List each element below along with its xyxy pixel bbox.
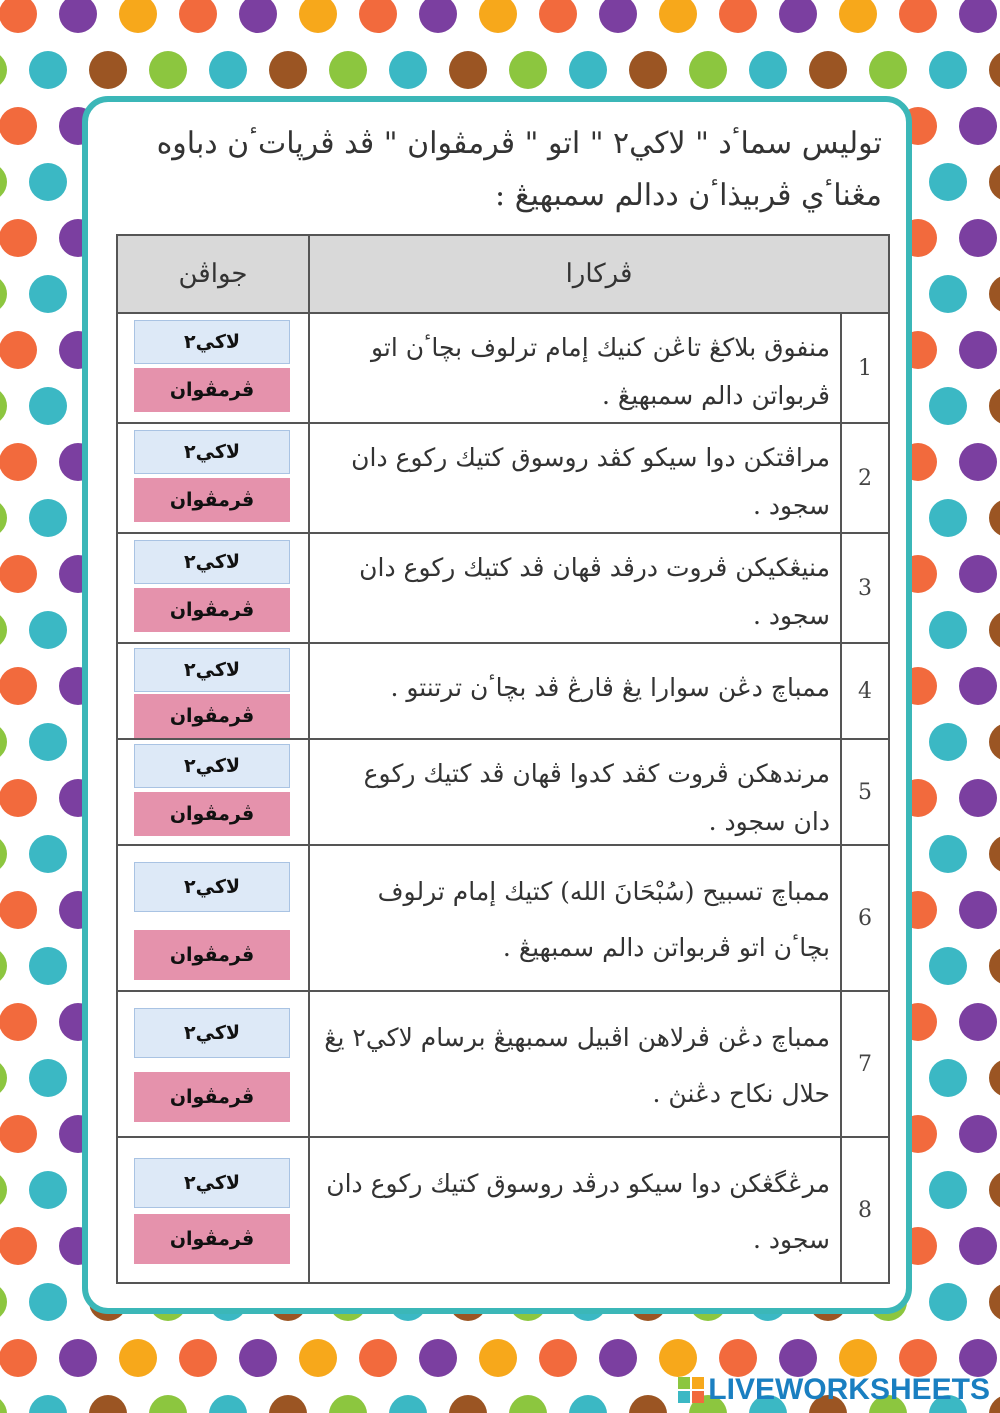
polka-dot bbox=[509, 51, 547, 89]
option-perempuan-button[interactable]: ڤرمڤوان bbox=[134, 1214, 290, 1264]
polka-dot bbox=[0, 387, 7, 425]
polka-dot bbox=[119, 0, 157, 33]
polka-dot bbox=[689, 51, 727, 89]
polka-dot bbox=[989, 275, 1000, 313]
instruction-text: توليس سماٴد " لاكي٢ " اتو " ڤرمڤوان " ڤد ڤرڽاتٴن دباوه مڠناٴي ڤربيذاٴن ددالم سمبهيڠ : bbox=[156, 126, 882, 213]
polka-dot bbox=[419, 1339, 457, 1377]
liveworksheets-watermark bbox=[678, 1373, 990, 1407]
header-question: ڤركارا bbox=[565, 259, 633, 289]
option-lelaki-button[interactable]: لاكي٢ bbox=[134, 320, 290, 364]
table-row bbox=[118, 740, 888, 846]
polka-dot bbox=[839, 1339, 877, 1377]
polka-dot bbox=[239, 1339, 277, 1377]
polka-dot bbox=[0, 51, 7, 89]
row-number: 8 bbox=[858, 1197, 872, 1223]
answer-cell bbox=[118, 1138, 310, 1282]
option-perempuan-button[interactable]: ڤرمڤوان bbox=[134, 1072, 290, 1122]
polka-dot bbox=[959, 443, 997, 481]
polka-dot bbox=[479, 0, 517, 33]
polka-dot bbox=[719, 1339, 757, 1377]
polka-dot bbox=[209, 1395, 247, 1413]
polka-dot bbox=[0, 107, 37, 145]
polka-dot bbox=[839, 0, 877, 33]
polka-dot bbox=[989, 611, 1000, 649]
table-row bbox=[118, 424, 888, 534]
polka-dot bbox=[0, 835, 7, 873]
question-text: ممباچ تسبيح (سُبْحَانَ الله) كتيك إمام ترلوف بچاٴن اتو ڤربواتن دالم سمبهيڠ . bbox=[310, 846, 842, 990]
polka-dot bbox=[989, 1283, 1000, 1321]
polka-dot bbox=[359, 0, 397, 33]
question-text: منفوق بلاكڠ تاڠن كنيك إمام ترلوف بچاٴن اتو ڤربواتن دالم سمبهيڠ . bbox=[310, 314, 842, 422]
table-row bbox=[118, 992, 888, 1138]
polka-dot bbox=[929, 163, 967, 201]
polka-dot bbox=[0, 1227, 37, 1265]
answer-cell bbox=[118, 740, 310, 844]
polka-dot bbox=[29, 1395, 67, 1413]
polka-dot bbox=[0, 891, 37, 929]
polka-dot bbox=[149, 51, 187, 89]
polka-dot bbox=[959, 1227, 997, 1265]
polka-dot bbox=[29, 611, 67, 649]
polka-dot bbox=[29, 275, 67, 313]
option-perempuan-button[interactable]: ڤرمڤوان bbox=[134, 368, 290, 412]
polka-dot bbox=[959, 555, 997, 593]
polka-dot bbox=[149, 1395, 187, 1413]
polka-dot bbox=[569, 51, 607, 89]
polka-dot bbox=[539, 0, 577, 33]
polka-dot bbox=[29, 499, 67, 537]
polka-dot bbox=[959, 1339, 997, 1377]
polka-dot bbox=[0, 1283, 7, 1321]
polka-dot bbox=[959, 219, 997, 257]
polka-dot bbox=[929, 1059, 967, 1097]
polka-dot bbox=[989, 947, 1000, 985]
polka-dot bbox=[179, 0, 217, 33]
polka-dot bbox=[929, 499, 967, 537]
option-lelaki-button[interactable]: لاكي٢ bbox=[134, 648, 290, 692]
polka-dot bbox=[29, 1283, 67, 1321]
polka-dot bbox=[29, 947, 67, 985]
polka-dot bbox=[29, 835, 67, 873]
polka-dot bbox=[989, 51, 1000, 89]
option-lelaki-button[interactable]: لاكي٢ bbox=[134, 1008, 290, 1058]
polka-dot bbox=[449, 51, 487, 89]
polka-dot bbox=[0, 443, 37, 481]
question-text: ممباچ دڠن سوارا يڠ ڤارڠ ڤد بچاٴن ترتنتو . bbox=[310, 644, 842, 738]
option-perempuan-button[interactable]: ڤرمڤوان bbox=[134, 694, 290, 738]
polka-dot bbox=[449, 1395, 487, 1413]
polka-dot bbox=[329, 1395, 367, 1413]
table-row bbox=[118, 1138, 888, 1282]
polka-dot bbox=[89, 1395, 127, 1413]
polka-dot bbox=[29, 387, 67, 425]
polka-dot bbox=[269, 1395, 307, 1413]
option-perempuan-button[interactable]: ڤرمڤوان bbox=[134, 478, 290, 522]
polka-dot bbox=[959, 891, 997, 929]
polka-dot bbox=[989, 1395, 1000, 1413]
answer-cell bbox=[118, 846, 310, 990]
polka-dot bbox=[899, 1339, 937, 1377]
answer-cell bbox=[118, 992, 310, 1136]
polka-dot bbox=[0, 947, 7, 985]
polka-dot bbox=[899, 0, 937, 33]
answer-cell bbox=[118, 314, 310, 422]
question-text: منيڠكيكن ڤروت درڤد ڤهان ڤد كتيك ركوع دان سجود . bbox=[310, 534, 842, 642]
polka-dot bbox=[959, 0, 997, 33]
question-text: مرندهكن ڤروت كڤد كدوا ڤهان ڤد كتيك ركوع دان سجود . bbox=[310, 740, 842, 844]
polka-dot bbox=[869, 51, 907, 89]
polka-dot bbox=[0, 779, 37, 817]
polka-dot bbox=[0, 219, 37, 257]
option-perempuan-button[interactable]: ڤرمڤوان bbox=[134, 792, 290, 836]
polka-dot bbox=[89, 51, 127, 89]
polka-dot bbox=[989, 835, 1000, 873]
polka-dot bbox=[59, 0, 97, 33]
polka-dot bbox=[419, 0, 457, 33]
option-lelaki-button[interactable]: لاكي٢ bbox=[134, 744, 290, 788]
polka-dot bbox=[629, 51, 667, 89]
option-lelaki-button[interactable]: لاكي٢ bbox=[134, 1158, 290, 1208]
polka-dot bbox=[989, 723, 1000, 761]
polka-dot bbox=[929, 275, 967, 313]
polka-dot bbox=[29, 1171, 67, 1209]
table-row bbox=[118, 314, 888, 424]
polka-dot bbox=[989, 1171, 1000, 1209]
answer-cell bbox=[118, 534, 310, 642]
polka-dot bbox=[929, 611, 967, 649]
polka-dot bbox=[209, 51, 247, 89]
polka-dot bbox=[989, 387, 1000, 425]
liveworksheets-logo-icon bbox=[678, 1377, 704, 1403]
polka-dot bbox=[989, 163, 1000, 201]
polka-dot bbox=[179, 1339, 217, 1377]
polka-dot bbox=[0, 1395, 7, 1413]
row-number: 5 bbox=[858, 779, 872, 805]
polka-dot bbox=[599, 1339, 637, 1377]
polka-dot bbox=[569, 1395, 607, 1413]
polka-dot bbox=[239, 0, 277, 33]
polka-dot bbox=[779, 1339, 817, 1377]
polka-dot bbox=[0, 331, 37, 369]
polka-dot bbox=[29, 163, 67, 201]
polka-dot bbox=[59, 1339, 97, 1377]
polka-dot bbox=[659, 0, 697, 33]
row-number: 1 bbox=[858, 355, 872, 381]
answer-cell bbox=[118, 424, 310, 532]
row-number: 3 bbox=[858, 575, 872, 601]
polka-dot bbox=[0, 555, 37, 593]
table-row bbox=[118, 846, 888, 992]
polka-dot bbox=[959, 667, 997, 705]
polka-dot bbox=[29, 723, 67, 761]
polka-dot bbox=[929, 387, 967, 425]
question-text: مراڤتكن دوا سيكو كڤد روسوق كتيك ركوع دان سجود . bbox=[310, 424, 842, 532]
polka-dot bbox=[659, 1339, 697, 1377]
polka-dot bbox=[329, 51, 367, 89]
row-number: 4 bbox=[858, 678, 872, 704]
option-perempuan-button[interactable]: ڤرمڤوان bbox=[134, 930, 290, 980]
polka-dot bbox=[599, 0, 637, 33]
polka-dot bbox=[719, 0, 757, 33]
polka-dot bbox=[959, 1115, 997, 1153]
polka-dot bbox=[539, 1339, 577, 1377]
polka-dot bbox=[0, 275, 7, 313]
polka-dot bbox=[779, 0, 817, 33]
option-lelaki-button[interactable]: لاكي٢ bbox=[134, 862, 290, 912]
polka-dot bbox=[929, 1283, 967, 1321]
polka-dot bbox=[809, 51, 847, 89]
polka-dot bbox=[629, 1395, 667, 1413]
option-lelaki-button[interactable]: لاكي٢ bbox=[134, 430, 290, 474]
polka-dot bbox=[959, 331, 997, 369]
row-number: 6 bbox=[858, 905, 872, 931]
polka-dot bbox=[989, 499, 1000, 537]
polka-dot bbox=[299, 0, 337, 33]
polka-dot bbox=[959, 1003, 997, 1041]
polka-dot bbox=[359, 1339, 397, 1377]
polka-dot bbox=[389, 51, 427, 89]
polka-dot bbox=[929, 835, 967, 873]
answer-cell bbox=[118, 644, 310, 738]
table-header bbox=[118, 236, 888, 314]
polka-dot bbox=[959, 107, 997, 145]
question-text: ممباچ دڠن ڤرلاهن اڤبيل سمبهيڠ برسام لاكي٢ يڠ حلال نكاح دڠنڽ . bbox=[310, 992, 842, 1136]
polka-dot bbox=[749, 51, 787, 89]
polka-dot bbox=[0, 1171, 7, 1209]
answer-table bbox=[116, 234, 890, 1284]
polka-dot bbox=[0, 723, 7, 761]
row-number: 7 bbox=[858, 1051, 872, 1077]
polka-dot bbox=[0, 0, 37, 33]
polka-dot bbox=[929, 1171, 967, 1209]
watermark-text: LIVEWORKSHEETS bbox=[708, 1373, 990, 1406]
polka-dot bbox=[929, 723, 967, 761]
polka-dot bbox=[119, 1339, 157, 1377]
row-number: 2 bbox=[858, 465, 872, 491]
option-lelaki-button[interactable]: لاكي٢ bbox=[134, 540, 290, 584]
polka-dot bbox=[989, 1059, 1000, 1097]
polka-dot bbox=[0, 1339, 37, 1377]
header-answer: جواڤن bbox=[118, 236, 310, 312]
polka-dot bbox=[479, 1339, 517, 1377]
polka-dot bbox=[269, 51, 307, 89]
polka-dot bbox=[0, 163, 7, 201]
polka-dot bbox=[959, 779, 997, 817]
polka-dot bbox=[0, 611, 7, 649]
polka-dot bbox=[0, 1115, 37, 1153]
table-row bbox=[118, 534, 888, 644]
polka-dot bbox=[389, 1395, 427, 1413]
table-row bbox=[118, 644, 888, 740]
polka-dot bbox=[0, 1003, 37, 1041]
option-perempuan-button[interactable]: ڤرمڤوان bbox=[134, 588, 290, 632]
polka-dot bbox=[29, 51, 67, 89]
polka-dot bbox=[929, 51, 967, 89]
polka-dot bbox=[29, 1059, 67, 1097]
polka-dot bbox=[299, 1339, 337, 1377]
polka-dot bbox=[929, 947, 967, 985]
polka-dot bbox=[0, 667, 37, 705]
polka-dot bbox=[0, 499, 7, 537]
question-text: مرڠگڠكن دوا سيكو درڤد روسوق كتيك ركوع دان سجود . bbox=[310, 1138, 842, 1282]
polka-dot bbox=[0, 1059, 7, 1097]
polka-dot bbox=[509, 1395, 547, 1413]
